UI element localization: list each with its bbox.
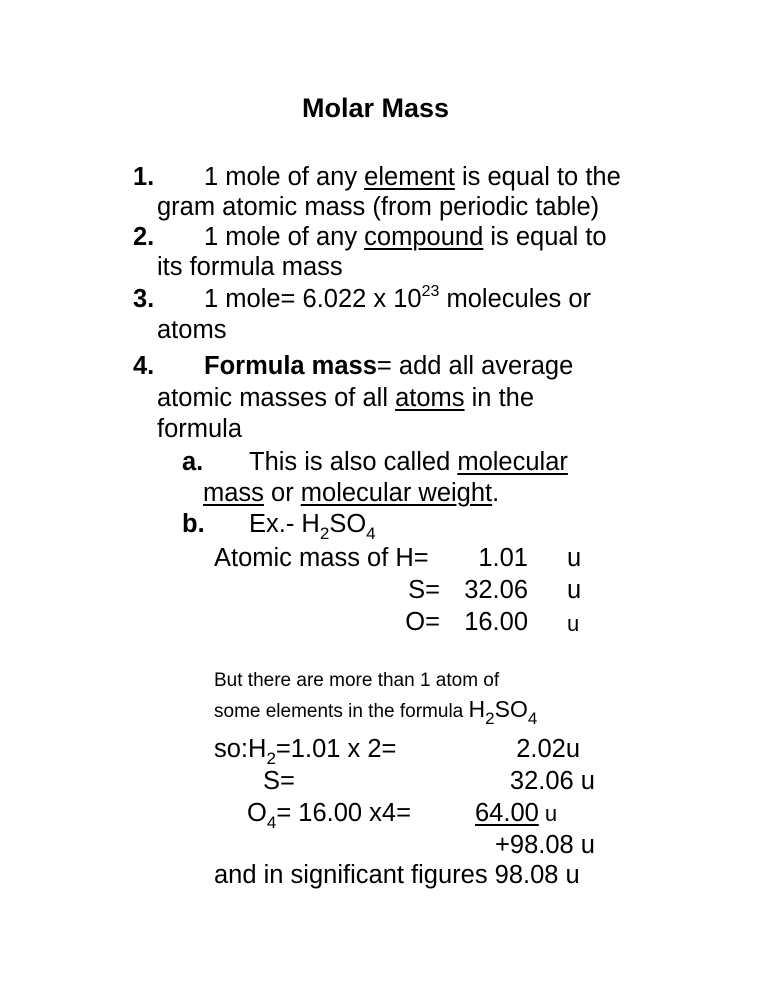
molecular-weight-term: molecular weight [300, 479, 493, 507]
item-3-line [204, 284, 591, 314]
item-1-text-end: is equal to the [454, 163, 621, 191]
calc-h: so:H [214, 735, 267, 763]
atomic-label-o: O= [405, 608, 440, 636]
page-title: Molar Mass [302, 93, 450, 123]
item-1-line [204, 162, 621, 192]
item-3-text: 1 mole= 6.022 x 10 [204, 285, 422, 313]
atomic-value-o: 16.00 [464, 608, 528, 636]
atoms-term: atoms [395, 384, 465, 412]
formula-h: H [468, 696, 486, 722]
item-1-continuation: gram atomic mass (from periodic table) [157, 193, 600, 221]
item-4-text: = add all average [376, 352, 574, 380]
calc-h-mult: =1.01 x 2= [275, 735, 397, 763]
atomic-unit-h: u [567, 544, 582, 572]
subscript: 2 [319, 524, 330, 544]
item-2-text: 1 mole of any [204, 223, 365, 251]
item-3-continuation: atoms [157, 316, 227, 344]
mass-term: mass [203, 479, 264, 507]
calc-o: O [247, 799, 267, 827]
calc-row-2-value: 32.06 u [509, 767, 595, 795]
item-number-2: 2. [133, 223, 155, 251]
item-number-1: 1. [133, 163, 155, 191]
subscript: 4 [527, 708, 538, 728]
calc-o-mult: = 16.00 x4= [276, 799, 412, 827]
item-4-cont-text-end: in the [464, 384, 535, 412]
calc-total: +98.08 u [495, 831, 595, 859]
exponent: 23 [421, 282, 440, 300]
item-2-line [204, 222, 607, 252]
calc-row-3-unit: u [538, 801, 558, 826]
molecular-term: molecular [457, 448, 568, 476]
calc-row-2-label: S= [263, 767, 295, 795]
subscript: 2 [485, 708, 495, 728]
item-4-line [204, 351, 573, 381]
item-3-text-end: molecules or [439, 285, 592, 313]
sub-item-a-mid: or [263, 479, 301, 507]
atomic-value-s: 32.06 [464, 576, 528, 604]
note-line-2 [214, 696, 538, 728]
item-2-text-end: is equal to [483, 223, 607, 251]
sub-item-a-line [249, 447, 568, 477]
subscript: 2 [266, 749, 276, 769]
calc-final: and in significant figures 98.08 u [214, 861, 580, 889]
item-number-4: 4. [133, 352, 155, 380]
item-2-continuation: its formula mass [157, 253, 343, 281]
atomic-value-h: 1.01 [478, 544, 528, 572]
sub-item-a-continuation [203, 478, 499, 508]
sub-item-label-b: b. [182, 510, 205, 538]
formula-so: SO [494, 696, 528, 722]
atomic-unit-s: u [567, 576, 582, 604]
item-4-cont-text: atomic masses of all [157, 384, 396, 412]
note-line-1: But there are more than 1 atom of [214, 670, 500, 691]
atomic-label-h: Atomic mass of H= [214, 544, 429, 572]
sub-item-label-a: a. [182, 448, 204, 476]
atomic-label-s: S= [408, 576, 440, 604]
item-number-3: 3. [133, 285, 155, 313]
calc-row-3-label [247, 798, 412, 833]
sub-item-b-line [249, 509, 376, 544]
note-formula [468, 696, 538, 728]
example-text: Ex.- H [249, 510, 320, 538]
sub-item-a-end: . [492, 479, 500, 507]
calc-row-1-label [214, 734, 397, 769]
compound-term: compound [364, 223, 484, 251]
item-4-continuation-1 [157, 383, 534, 413]
subscript: 4 [366, 524, 376, 544]
calc-row-3-number: 64.00 [475, 799, 539, 827]
sub-item-a-text: This is also called [249, 448, 458, 476]
element-term: element [364, 163, 455, 191]
formula-mass-term: Formula mass [204, 352, 377, 380]
item-4-continuation-2: formula [157, 415, 243, 443]
subscript: 4 [266, 813, 277, 833]
note-line-2-text: some elements in the formula [214, 701, 469, 722]
item-1-text: 1 mole of any [204, 163, 365, 191]
example-text-2: SO [329, 510, 367, 538]
atomic-unit-o: u [567, 611, 580, 636]
calc-row-3-value [475, 798, 557, 829]
calc-row-1-value: 2.02u [516, 735, 580, 763]
